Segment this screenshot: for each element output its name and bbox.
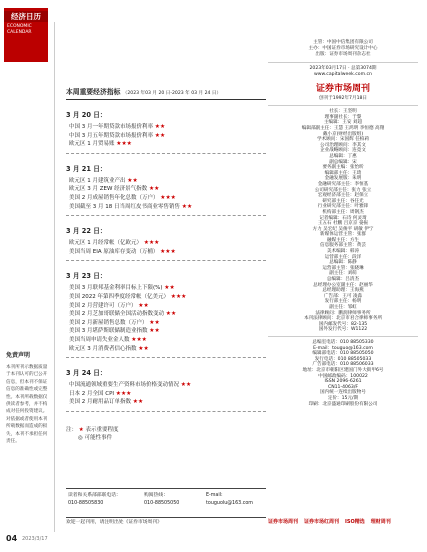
editorial-line: 国外发行代号：W1122 — [318, 327, 368, 333]
event-text: 美国当周申请失业金人数 — [69, 336, 130, 343]
editorial-line: 企业战略顾问：连竟文 — [320, 148, 366, 154]
event-text: 欧元区 1 月贸易账 — [69, 141, 115, 148]
importance-stars-icon: ★★ — [164, 285, 175, 292]
event-row — [69, 177, 266, 186]
logo-cn-text: 经济日历 — [4, 11, 48, 22]
event-row — [69, 398, 266, 407]
lines2-line: www.capitalweek.com.cn — [314, 71, 372, 77]
event-text: 美国 2 月耐用品订单指数 — [69, 399, 131, 406]
partner-logo: 理财周刊 — [370, 519, 391, 525]
editorial-line: 广告部：王可 凌淼 — [323, 293, 363, 299]
editorial-line: 公司研究部主任：张力 张立 — [314, 187, 372, 193]
logo-en-text: ECONOMIC CALENDAR — [7, 24, 32, 35]
contacts-line: 编辑部电话：010 88505050 — [312, 351, 374, 357]
event-text: 美国 2 月成屋销售年化总数（万户） — [69, 194, 159, 201]
sidebar — [0, 0, 52, 552]
editorial-line: 记者编辑：石诗 何灵琦 — [319, 215, 367, 221]
contacts-line: ISSN 2096-6261 — [324, 379, 362, 385]
importance-stars-icon: ★★ — [127, 177, 138, 184]
editorial-line: 行业研究部主任：叶雅锋 — [317, 204, 369, 210]
day-heading: 3 月 24 日： — [66, 369, 107, 378]
importance-stars-icon: ★★ — [149, 328, 160, 335]
partner-logo: ISO精选 — [345, 519, 365, 525]
footer-note: 欢迎一起刊用，请注明出处《证券市场周刊》 — [66, 520, 162, 525]
event-row — [69, 185, 266, 194]
editorial-line: 发行部主任：杨明 — [324, 299, 362, 305]
legend-circle-text: 可能性事件 — [84, 435, 113, 442]
email-label: E-mail: — [206, 493, 223, 498]
editorial-line: 机构部主任：周钢杰 — [322, 209, 364, 215]
event-text: 美国 2 月芝加哥联储全国活动指数变动 — [69, 311, 164, 318]
event-row — [69, 310, 266, 319]
editorial-line: 总编辑：陈静 — [329, 260, 357, 266]
event-text: 欧元区 1 月建筑业产出 — [69, 177, 126, 184]
editorial-line: 融媒主任：方生 — [326, 237, 360, 243]
editorial-line: 理事副社长：于黎 — [324, 114, 362, 120]
publisher-info — [268, 40, 418, 59]
editorial-line: 新媒体运营主管：张群 — [320, 232, 366, 238]
event-text: 美国 2 月营建许可（万户） — [69, 302, 137, 309]
editorial-line: 运营部主管：张晓琳 — [322, 265, 364, 271]
importance-stars-icon: ★★ — [154, 132, 166, 139]
event-row — [69, 248, 266, 257]
main-calendar — [66, 86, 266, 546]
event-row — [69, 194, 266, 203]
contacts-line: 广告部电话：010 88506033 — [312, 362, 374, 368]
contacts-line: 发行电话：010 88505033 — [314, 356, 372, 362]
purchase-hotline-label: 购阅热线： — [144, 493, 168, 498]
day-divider — [66, 153, 266, 154]
event-row — [69, 390, 266, 399]
day-divider — [66, 357, 266, 358]
disclaimer-title: 免责声明 — [6, 352, 31, 359]
lines1-line: 出版：证券市场周刊杂志社 — [315, 52, 371, 58]
event-text: 中国 3 月一年期贷款市场报价利率 — [69, 124, 153, 130]
event-text: 美国截至 3 月 18 日当周红皮书商业零售销售 — [69, 203, 180, 210]
event-row — [69, 284, 266, 293]
day-heading: 3 月 23 日： — [66, 272, 107, 281]
editorial-line: 副主任：刘萌 — [329, 271, 357, 277]
event-text: 欧元区 3 月 ZEW 经济景气指数 — [69, 186, 148, 193]
importance-stars-icon: ★★ — [138, 302, 149, 309]
editorial-line: 编辑部副主任：王慧 王鸿明 李恒德 高翔 — [301, 126, 385, 131]
importance-stars-icon: ★★ — [149, 319, 160, 326]
lines1-line: 主办：中国证券市场研究设计中心 — [308, 46, 378, 52]
editorial-line: 戴小京(财经出版组) — [322, 131, 364, 137]
editorial-line: 总经理助理：王海燕 — [322, 288, 364, 294]
editorial-line: 王五石 杜鹏 吕京京 晏振 — [317, 221, 369, 227]
partner-logos — [268, 518, 418, 530]
event-row — [69, 239, 266, 248]
contacts-line: E-mail：touguo@163.com — [313, 345, 373, 351]
editorial-line: 研究部主任：谷任光 — [322, 198, 364, 204]
day-divider — [66, 215, 266, 216]
editorial-line: 编辑部主任：王琦 — [324, 170, 362, 176]
event-text: 欧元区 3 月消费者信心指数 — [69, 345, 137, 352]
importance-stars-icon: ★★★ — [160, 248, 176, 255]
importance-stars-icon: ★★ — [154, 124, 166, 130]
title-text: 本周重要经济指标 — [66, 88, 121, 96]
legend-star-text: 表示重要程度 — [85, 426, 119, 433]
event-row — [69, 381, 266, 390]
event-text: 美国 3 月联邦基金利率目标上下限(%) — [69, 285, 163, 292]
contacts-line: 总编室电话：010 88505330 — [312, 339, 374, 345]
editorial-line: 本刊法律顾问：北京市君合律师事务所 — [303, 316, 383, 322]
event-text: 美国 2 月新屋销售总数（万户） — [69, 319, 148, 326]
event-row — [69, 345, 266, 354]
partner-logo: 证券市场红周刊 — [304, 519, 340, 525]
editorial-line: 运营部主任：段洋 — [324, 254, 362, 260]
calendar-title — [66, 86, 266, 100]
event-row — [69, 302, 266, 311]
event-row — [69, 123, 266, 132]
importance-stars-icon: ★★ — [138, 345, 149, 352]
event-row — [69, 293, 266, 302]
column-divider — [54, 22, 55, 532]
editorial-line: 国内邮发代号：82-135 — [318, 321, 368, 327]
importance-stars-icon: ★★★ — [143, 240, 160, 247]
importance-stars-icon: ★★ — [180, 382, 192, 389]
event-text: 日本 2 月全国 CPI — [69, 390, 115, 397]
page-number: 04 — [6, 534, 18, 543]
editorial-line: 学术顾问：宋国辉 任柏莉 — [317, 137, 369, 143]
editorial-line: 公司治理顾问：李其文 — [320, 142, 366, 148]
editorial-line: 副主任：邹虹 — [329, 305, 357, 310]
event-row — [69, 336, 266, 345]
editorial-line: 法律顾问：鹏润律师事务所 — [315, 310, 371, 316]
calendar-day — [66, 109, 266, 154]
editorial-line: 总编辑：吕清杰 — [326, 277, 360, 283]
event-row — [69, 132, 266, 141]
calendar-day — [66, 367, 266, 412]
reader-phone-value: 010-88505830 — [68, 500, 104, 506]
editorial-line: 要务副主编：张怡昕 — [322, 165, 364, 171]
disclaimer-text: 本刊所刊示数据质量于本刊认可的已公开信息，但本刊不保证信息的准确性或完整性。本刊所载数据仅供读者参考，并不构成对任何投资建议。对依据或者使用本刊所载数据而造成的损失，本刊不承担任何责任。 — [6, 365, 48, 445]
reader-phone-label: 读者和关系部部联电话： — [68, 493, 121, 498]
issue-info — [268, 66, 418, 78]
contacts-line: 印刷：北京盛通印刷股份有限公司 — [308, 401, 378, 407]
importance-stars-icon: ★★ — [181, 203, 193, 210]
issue-date: 2023/3/17 — [22, 536, 48, 542]
day-divider — [66, 260, 266, 261]
event-row — [69, 203, 266, 212]
contacts-line: 定价：15元/期 — [327, 395, 359, 401]
editorial-line: 总编辑：丁惠 — [329, 153, 357, 159]
editorial-line: 金融发展版：朱明 — [324, 176, 362, 182]
legend — [66, 426, 266, 443]
event-text: 欧元区 1 月经常帐（亿欧元） — [69, 240, 142, 247]
editorial-line: 金融研究部主任：李恒基 — [317, 181, 369, 187]
calendar-logo — [4, 8, 48, 62]
contacts-line: 中国邮政编码：100022 — [318, 373, 368, 379]
event-text: 美国 2022 年第四季度经常帐（亿美元） — [69, 293, 169, 300]
event-text: 美国 3 月堪萨斯联储制造业指数 — [69, 328, 148, 335]
email-link[interactable]: touguolu@163.com — [206, 500, 253, 506]
editorial-line: 方力 吴宏纪 吴俊平 胡敏 伊宁 — [312, 226, 374, 232]
legend-circle-icon: ◎ — [78, 435, 83, 442]
title-date-range: （2023 年03 月 20 日-2023 年 03 月 24 日） — [122, 91, 222, 96]
day-heading: 3 月 22 日： — [66, 227, 107, 236]
event-text: 中国 3 月五年期贷款市场报价利率 — [69, 132, 153, 139]
event-row — [69, 140, 266, 149]
editorial-line: 总经理办公室副主任：赵丽华 — [313, 282, 373, 288]
event-text: 中国流通领域重要生产资料市场价格变动情况 — [69, 382, 180, 389]
calendar-day — [66, 163, 266, 216]
importance-stars-icon: ★★★ — [131, 336, 147, 343]
contact-info — [268, 340, 418, 407]
importance-stars-icon: ★★★ — [116, 141, 132, 148]
lines2-line: 2023年03月17日 · 总第3074期 — [309, 65, 377, 71]
importance-stars-icon: ★★★ — [170, 293, 187, 300]
masthead-subtitle: 创刊于1992年7月18日 — [318, 96, 368, 102]
editorial-staff — [268, 109, 418, 333]
editorial-line: 社长：王坚明 — [329, 109, 357, 115]
calendar-day — [66, 225, 266, 261]
day-heading: 3 月 21 日： — [66, 164, 107, 173]
importance-stars-icon: ★★ — [165, 311, 177, 318]
event-row — [69, 327, 266, 336]
importance-stars-icon: ★★★ — [160, 194, 176, 201]
editorial-line: 宏观经济部主任：赵保立 — [317, 193, 369, 199]
contact-footer — [66, 488, 266, 518]
legend-label: 注： — [66, 426, 78, 433]
masthead-title: 证券市场周刊 — [315, 84, 370, 95]
lines1-line: 主管：中国中信集团有限公司 — [313, 40, 373, 45]
importance-stars-icon: ★★ — [132, 399, 144, 406]
partner-logo: 证券市场周刊 — [268, 519, 299, 525]
masthead-column — [268, 40, 418, 407]
purchase-hotline-value: 010-88505050 — [144, 500, 180, 506]
day-heading: 3 月 20 日： — [66, 111, 107, 119]
editorial-line: 副总编辑：宋 — [329, 159, 357, 165]
editorial-line: 信息服务部主管：黄芸 — [320, 243, 366, 249]
importance-stars-icon: ★★ — [148, 186, 160, 193]
event-text: 美国当周 EIA 原油库存变动（万桶） — [69, 248, 159, 255]
contacts-line: CN11-4063/F — [327, 384, 359, 390]
editorial-line: 主编辑：王安 刘超 — [323, 120, 363, 126]
event-row — [69, 319, 266, 328]
contacts-line: 地址：北京市朝阳区建国门外大街甲6号 — [302, 367, 384, 373]
editorial-line: 美术编辑：韩涛 — [326, 249, 360, 255]
day-list — [66, 109, 266, 412]
importance-stars-icon: ★★★ — [115, 390, 132, 397]
contacts-line: 国内统一连续出版物号 — [320, 390, 366, 396]
day-divider — [66, 411, 266, 412]
legend-star-icon: ★ — [78, 426, 84, 433]
calendar-day — [66, 270, 266, 358]
